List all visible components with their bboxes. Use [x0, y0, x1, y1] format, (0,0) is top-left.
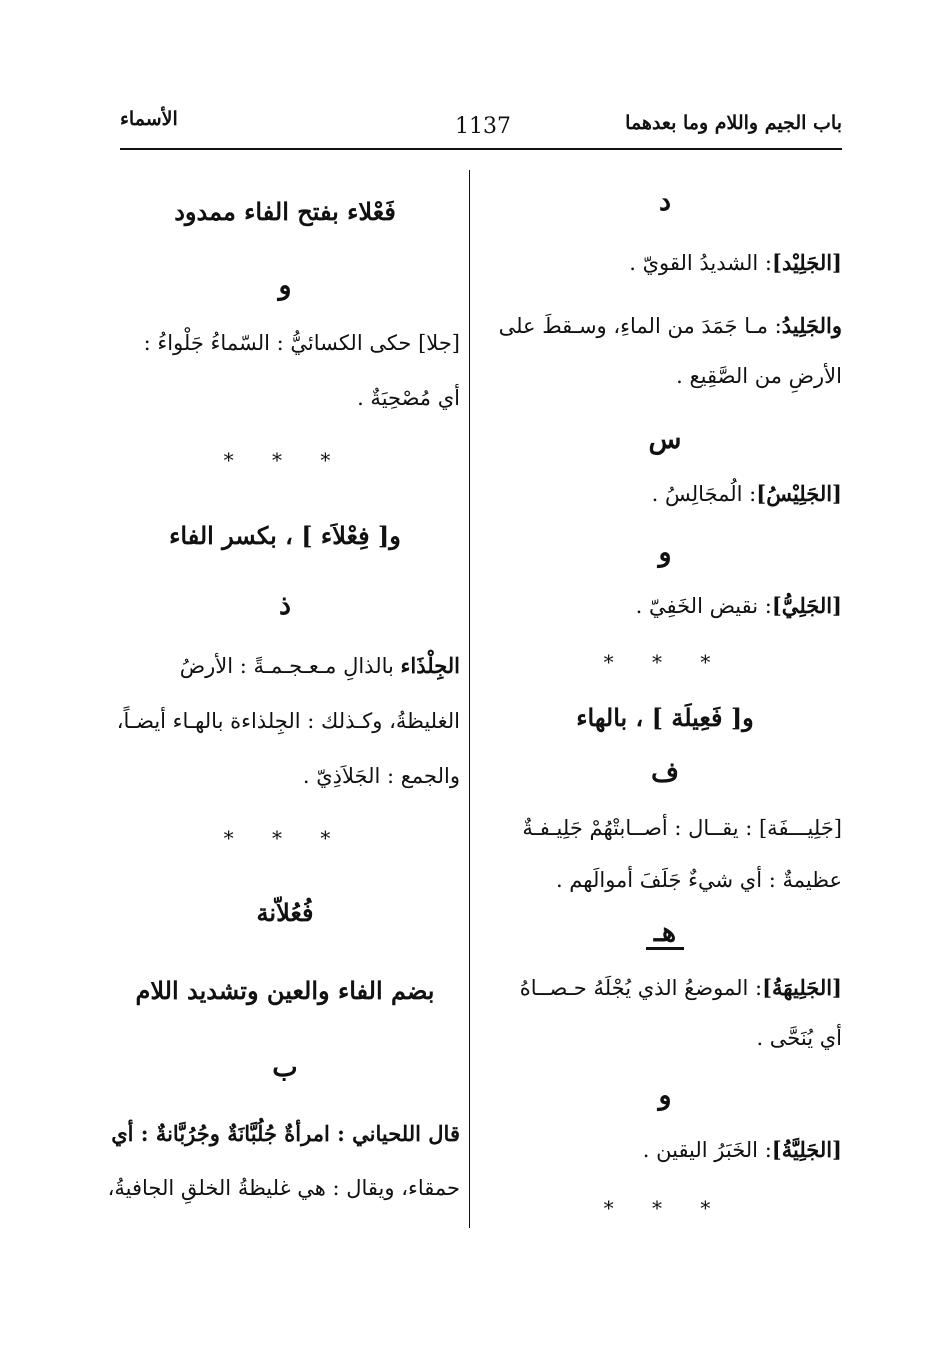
definition: : مـا جَمَدَ من الماءِ، وسـقطَ على	[498, 314, 782, 338]
entry-jaliha-line2: أي يُنَحَّى .	[756, 1026, 842, 1050]
entry-jaliyy	[488, 578, 842, 634]
pattern-heading-fullana: فُعُلاّنة	[256, 898, 314, 927]
pattern-heading-fullana-sub: بضم الفاء والعين وتشديد اللام	[135, 976, 435, 1005]
chapter-title: باب الجيم واللام وما بعدهما	[625, 112, 842, 134]
entry-jaliyya	[488, 1122, 842, 1178]
entry-julubbana-line1: قال اللحياني : امرأةٌ جُلُبَّانَةٌ وجُرُبَّانةٌ : أي	[111, 1121, 460, 1146]
entry-jalifa-line1: [جَلِيـــفَة] : يقــال : أصــابتْهُمْ جَلِيـفـةٌ	[522, 816, 842, 840]
pattern-heading-faila: و[ فَعِيلَة ] ، بالهاء	[576, 703, 754, 732]
letter-heading-waw-2: و	[658, 1080, 672, 1111]
page-header	[120, 108, 842, 150]
section-separator-stars-left: * * *	[223, 448, 347, 472]
entry-jalifa-line2: عظيمةٌ : أي شيءٌ جَلَفَ أموالَهم .	[555, 868, 842, 892]
letter-heading-dal: د	[658, 186, 672, 217]
letter-heading-fa: ف	[651, 757, 679, 788]
pattern-heading-filaa: و[ فِعْلاَء ] ، بكسر الفاء	[169, 521, 401, 550]
entry-jalid2-line1	[488, 298, 842, 354]
headword: [الجَلِيُّ]	[771, 593, 842, 618]
entry-jalis	[488, 466, 842, 522]
letter-heading-dhal: ذ	[278, 590, 292, 621]
definition: : الُمجَالِسُ .	[651, 482, 757, 506]
definition: : الشديدُ القويّ .	[629, 251, 773, 275]
headword: [الجَلِيَّةُ]	[771, 1137, 842, 1162]
entry-jalid	[488, 235, 842, 291]
section-separator-stars-2: * * *	[603, 1196, 727, 1220]
entry-julubbana-line2: حمقاء، ويقال : هي غليظةُ الخلقِ الجافيةُ،	[107, 1176, 460, 1200]
definition: : الموضعُ الذي يُجْلَهُ حـصــاهُ	[519, 976, 763, 1000]
definition: : الخَبَرُ اليقين .	[642, 1138, 772, 1162]
entry-jaliha-line1	[488, 960, 842, 1016]
section-title: الأسماء	[120, 108, 178, 130]
definition: بالذالِ مـعـجـمـةً : الأرضُ	[179, 654, 401, 678]
letter-heading-ha	[458, 905, 842, 961]
definition: : نقيض الخَفِيّ .	[635, 594, 772, 618]
entry-jildha-line1	[110, 638, 460, 694]
headword: [الجَلِيْد]	[772, 250, 842, 275]
letter-ha-underlined: هـ	[646, 919, 684, 950]
entry-jala-line1: [جلا] حكى الكسائيُّ : السّماءُ جَلْواءُ :	[143, 331, 460, 355]
entry-jildha-line3: والجمع : الجَلاَذِيّ .	[302, 764, 460, 788]
section-separator-stars-left-2: * * *	[223, 826, 347, 850]
letter-heading-waw: و	[658, 537, 672, 568]
headword: الجِلْذَاء	[400, 653, 460, 678]
section-separator-stars: * * *	[603, 650, 727, 674]
page-number: 1137	[455, 114, 511, 139]
letter-heading-sin: س	[648, 424, 682, 455]
headword: [الجَلِيهَةُ]	[762, 975, 842, 1000]
pattern-heading-falaa: فَعْلاء بفتح الفاء ممدود	[174, 197, 396, 226]
letter-heading-ba: ب	[272, 1052, 298, 1083]
headword: [الجَلِيْسُ]	[756, 481, 842, 506]
letter-heading-waw-left: و	[278, 270, 292, 301]
entry-jildha-line2: الغليظةُ، وكـذلك : الجِلذاءة بالهـاء أيضـاً،	[116, 709, 460, 733]
entry-jalid2-line2: الأرضِ من الصَّقِيع .	[676, 364, 842, 388]
entry-jala-line2: أي مُصْحِيَةٌ .	[357, 386, 460, 410]
headword: والجَلِيدُ	[781, 313, 842, 338]
